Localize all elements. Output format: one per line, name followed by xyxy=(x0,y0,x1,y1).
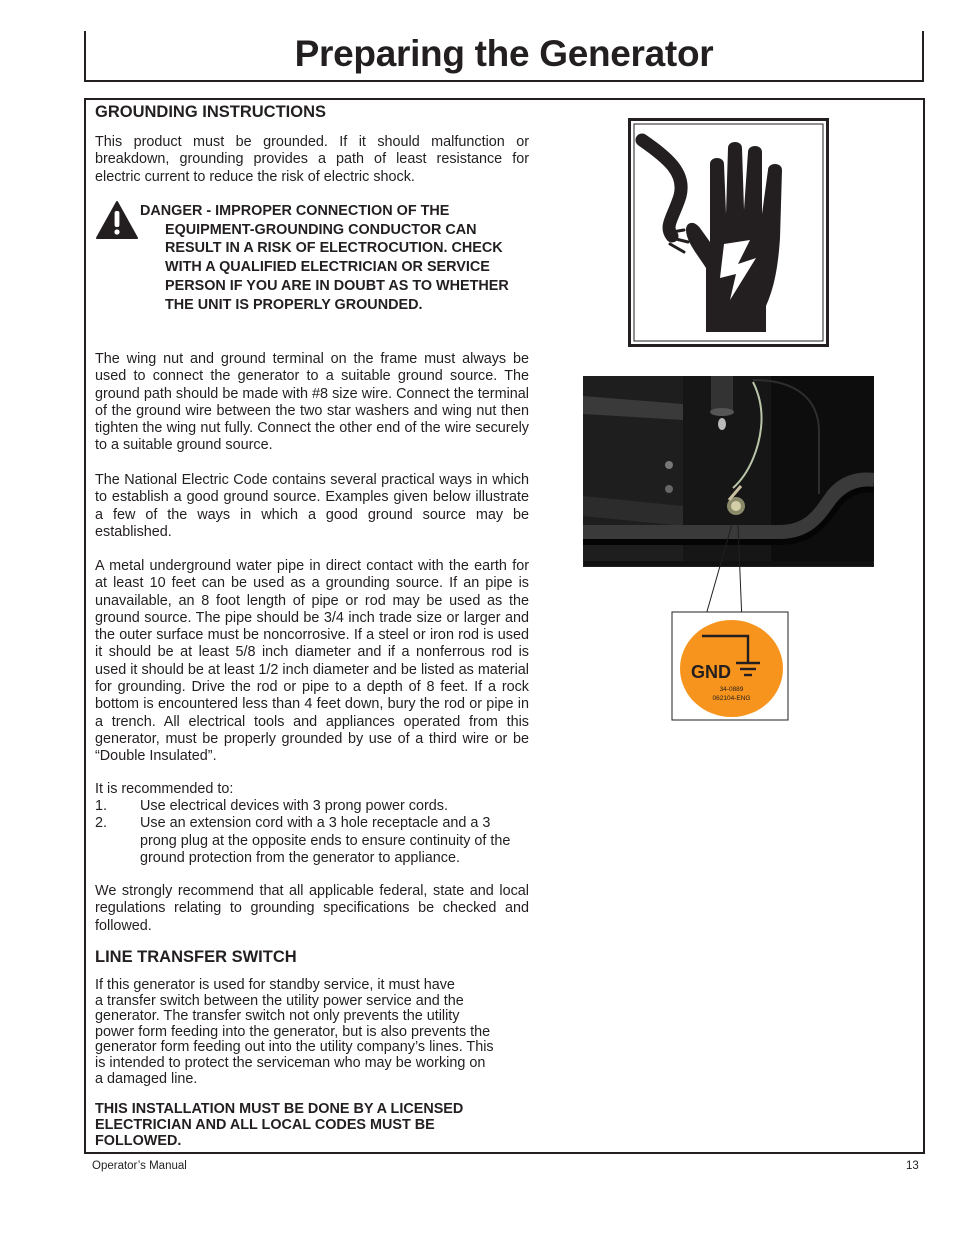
list-number: 1. xyxy=(95,798,108,814)
licensed-electrician-warning xyxy=(95,1102,535,1150)
regulations-paragraph: We strongly recommend that all applicable federal, state and local regulations relating to grounding specifications be checked and followed. xyxy=(95,883,529,934)
transfer-line: If this generator is used for standby service, it must have xyxy=(95,977,455,993)
transfer-line: power form feeding into the generator, but is also prevents the xyxy=(95,1023,491,1040)
label-code: 062104-ENG xyxy=(712,695,751,702)
transfer-line: a transfer switch between the utility power service and the xyxy=(95,992,464,1009)
recommendation-list xyxy=(95,798,520,867)
warning-line: ELECTRICIAN AND ALL LOCAL CODES MUST BE xyxy=(95,1116,435,1133)
nec-paragraph: The National Electric Code contains several practical ways in which to establish a good ground source. Examples given below illustrate a few of the ways in which a good ground source may be established. xyxy=(95,472,529,540)
recommended-intro: It is recommended to: xyxy=(95,781,234,797)
grounding-heading: GROUNDING INSTRUCTIONS xyxy=(95,103,326,121)
danger-body: EQUIPMENT-GROUNDING CONDUCTOR CAN RESULT IN A RISK OF ELECTROCUTION. CHECK WITH A QUALIFIED ELECTRICIAN OR SERVICE PERSON IF YOU ARE IN DOUBT AS TO WHETHER THE UNIT IS PROPERLY GROUNDED. xyxy=(165,221,509,313)
gnd-text: GND xyxy=(691,662,731,682)
footer-manual-name: Operator’s Manual xyxy=(92,1160,187,1172)
footer-page-number: 13 xyxy=(906,1160,919,1172)
warning-line: THIS INSTALLATION MUST BE DONE BY A LICENSED xyxy=(95,1101,464,1117)
list-text: Use an extension cord with a 3 hole receptacle and a 3 prong plug at the opposite ends to ensure continuity of the ground protection from the generator to appliance. xyxy=(140,815,511,866)
list-item xyxy=(95,798,520,815)
danger-title: DANGER - IMPROPER CONNECTION OF THE xyxy=(140,203,450,219)
wingnut-paragraph: The wing nut and ground terminal on the frame must always be used to connect the generator to a suitable ground source. The ground path should be made with #8 size wire. Connect the terminal of the ground wire between the two star washers and wing nut then tighten the wing nut fully. Connect the other end of the wire securely to a suitable ground source. xyxy=(95,351,529,454)
list-item xyxy=(95,815,520,867)
pipe-paragraph: A metal underground water pipe in direct contact with the earth for at least 10 feet can be used as a grounding source. If an pipe is unavailable, an 8 foot length of pipe or rod may be used as the ground source. The pipe should be 3/4 inch trade size or larger and the outer surface must be noncorrosive. If a steel or iron rod is used it should be at least 5/8 inch diameter and if a nonferrous rod is used it should be at least 1/2 inch diameter and be listed as material for grounding. Drive the rod or pipe to a depth of 8 feet. If a rock bottom is encountered less than 4 feet down, bury the rod or pipe in a trench. All electrical tools and appliances operated from this generator, must be properly grounded by use of a third wire or be “Double Insulated”. xyxy=(95,558,529,765)
title-box xyxy=(84,31,924,82)
gnd-label-sticker xyxy=(680,620,783,717)
transfer-line: is intended to protect the serviceman who may be working on xyxy=(95,1054,486,1071)
transfer-heading: LINE TRANSFER SWITCH xyxy=(95,948,297,966)
transfer-line: a damaged line. xyxy=(95,1070,198,1087)
grounding-intro: This product must be grounded. If it should malfunction or breakdown, grounding provides a path of least resistance for electric current to reduce the risk of electric shock. xyxy=(95,134,529,185)
electric-shock-hazard-icon xyxy=(628,118,829,347)
warning-line: FOLLOWED. xyxy=(95,1132,182,1149)
transfer-paragraph xyxy=(95,978,535,1087)
page-title: Preparing the Generator xyxy=(294,33,714,74)
warning-triangle-icon xyxy=(95,200,139,240)
transfer-line: generator. The transfer switch not only prevents the utility xyxy=(95,1008,460,1025)
list-number: 2. xyxy=(95,815,108,832)
list-text: Use electrical devices with 3 prong power cords. xyxy=(140,798,448,814)
transfer-line: generator form feeding out into the utility company’s lines. This xyxy=(95,1039,494,1056)
label-part-number: 34-0889 xyxy=(719,686,744,693)
